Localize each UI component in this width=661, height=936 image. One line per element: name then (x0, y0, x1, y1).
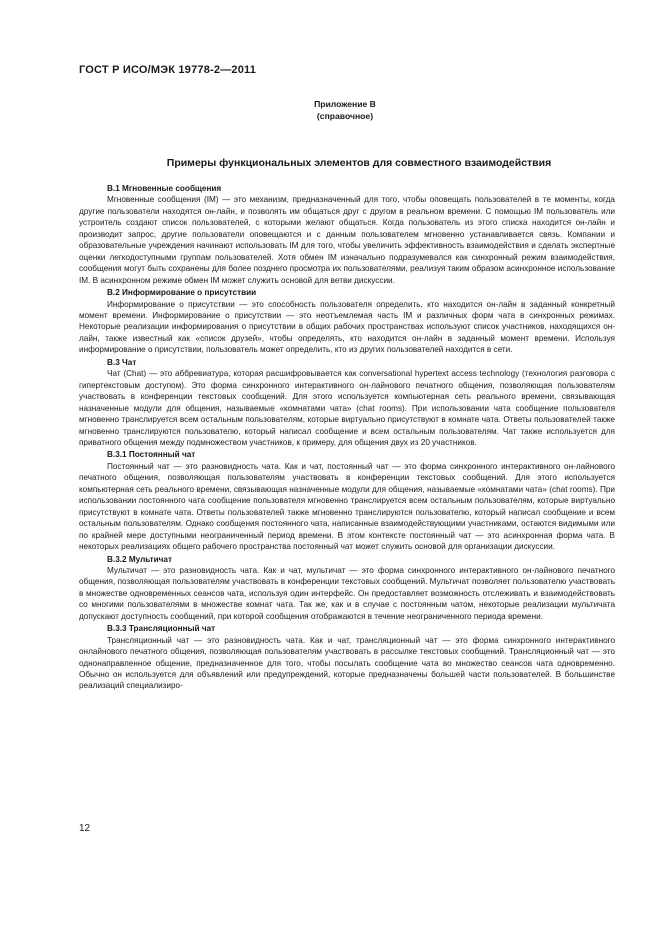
section-text-b3-1: Постоянный чат — это разновидность чата. Как и чат, постоянный чат — это форма синхронного интерактивного он-лайнового печатного общения, позволяющая пользователям участвовать в конференции текстовых сообщений. Для этого используется компьютерная сеть реального времени, связывающая назначенные модули для общения, называемые «комнатами чата» (chat rooms). При использовании постоянного чата сообщение пользователя мгновенно транслируется всем остальным пользователям, которые виртуально присутствуют в комнате чата. Ответы пользователей также мгновенно транслируются пользователю, который написал сообщение и всем остальным пользователям. Однако сообщения постоянного чата, написанные взаимодействующими участниками, остаются видимыми или по крайней мере доступными неограниченный период времени. В этом контексте постоянный чат — это асинхронная форма чата. В некоторых реализациях общего рабочего пространства постоянный чат может служить основой для организации дискуссии. (79, 461, 615, 552)
section-text-b3-2: Мультичат — это разновидность чата. Как и чат, мультичат — это форма синхронного интерактивного он-лайнового печатного общения, позволяющая пользователям участвовать в конференции текстовых сообщений. Мультичат позволяет пользователю участвовать в множестве одновременных сеансов чата, используя один интерфейс. Он предоставляет возможность отслеживать и взаимодействовать со многими пользователями в множестве комнат чата. Так же, как и в случае с постоянным чатом, некоторые реализации мультичата допускают доступность сообщений, при которой сообщения отображаются в течение неограниченного периода времени. (79, 565, 615, 621)
annex-block (260, 98, 430, 122)
section-text-b2: Информирование о присутствии — это способность пользователя определить, кто находится он-лайн в заданный конкретный момент времени. Информирование о присутствии — это неотъемлемая часть IM и различных форм чата в синхронных режимах. Некоторые реализации информирования о присутствии в общих рабочих пространствах используют список участников, находящихся он-лайн, также известный как «список друзей», чтобы определять, кто находится он-лайн в заданный момент времени. Используя информирование о присутствии, пользователь может определить, кто из других пользователей находится в сети. (79, 299, 615, 355)
annex-note: (справочное) (316, 111, 374, 121)
section-heading-b3: В.3 Чат (107, 357, 137, 367)
document-header: ГОСТ Р ИСО/МЭК 19778-2—2011 (79, 64, 257, 76)
section-heading-b3-2: В.3.2 Мультичат (107, 554, 172, 564)
section-heading-b3-3: В.3.3 Трансляционный чат (107, 624, 216, 634)
section-text-b1: Мгновенные сообщения (IM) — это механизм, предназначенный для того, чтобы оповещать пользователей в те моменты, когда другие пользователи находятся он-лайн, и позволять им общаться друг с другом в реальном времени. С помощью IM пользователь или устроитель создают список пользователей, с которыми желают общаться. Когда пользователь из этого списка находится он-лайн и производит запрос, другие пользователи оповещаются и с данным пользователем мгновенно устанавливается связь. Компании и образовательные учреждения начинают использовать IM для того, чтобы увеличить эффективность взаимодействия и сделать экспертные оценки легкодоступными группам пользователей. Хотя обмен IM изначально подразумевался как синхронный режим взаимодействия, сообщения могут быть сохранены для более позднего просмотра их пользователями, реализуя таким образом асинхронное использование IM. В асинхронном режиме обмен IM может служить основой для ветви дискуссии. (79, 195, 615, 285)
section-heading-b2: В.2 Информирование о присутствии (107, 288, 257, 298)
section-heading-b3-1: В.3.1 Постоянный чат (107, 450, 196, 460)
annex-body (79, 182, 615, 692)
annex-label: Приложение В (314, 99, 376, 109)
page-number: 12 (79, 823, 91, 834)
section-heading-b1: В.1 Мгновенные сообщения (107, 184, 222, 193)
annex-title: Примеры функциональных элементов для совместного взаимодействия (166, 157, 552, 169)
section-text-b3: Чат (Chat) — это аббревиатура, которая расшифровывается как conversational hypertext access technology (технология разговора с гипертекстовым доступом). Это форма синхронного интерактивного он-лайнового печатного общения, позволяющая пользователям участвовать в конференции текстовых сообщений. Для этого используется компьютерная сеть реального времени, связывающая назначенные модули для общения, называемые «комнатами чата» (chat rooms). При использовании чата сообщение пользователя мгновенно транслируется всем остальным пользователям, которые виртуально присутствуют в комнате чата. Ответы пользователей также мгновенно транслируются пользователю, который написал сообщение и всем остальным пользователям. Чат также используется для приватного общения между подмножеством участников, к примеру, для общения двух из 20 участников. (79, 369, 615, 447)
section-text-b3-3: Трансляционный чат — это разновидность чата. Как и чат, трансляционный чат — это форма синхронного интерактивного онлайнового печатного общения, позволяющая пользователям участвовать в рассылке текстовых сообщений. Трансляционный чат — это однонаправленное общение, предназначенное для того, чтобы посылать сообщение чата во множество сеансов чата одновременно. Обычно он используется для объявлений или предупреждений, которые предназначены большей части пользователей. В большинстве реализаций специализиро- (79, 635, 615, 691)
